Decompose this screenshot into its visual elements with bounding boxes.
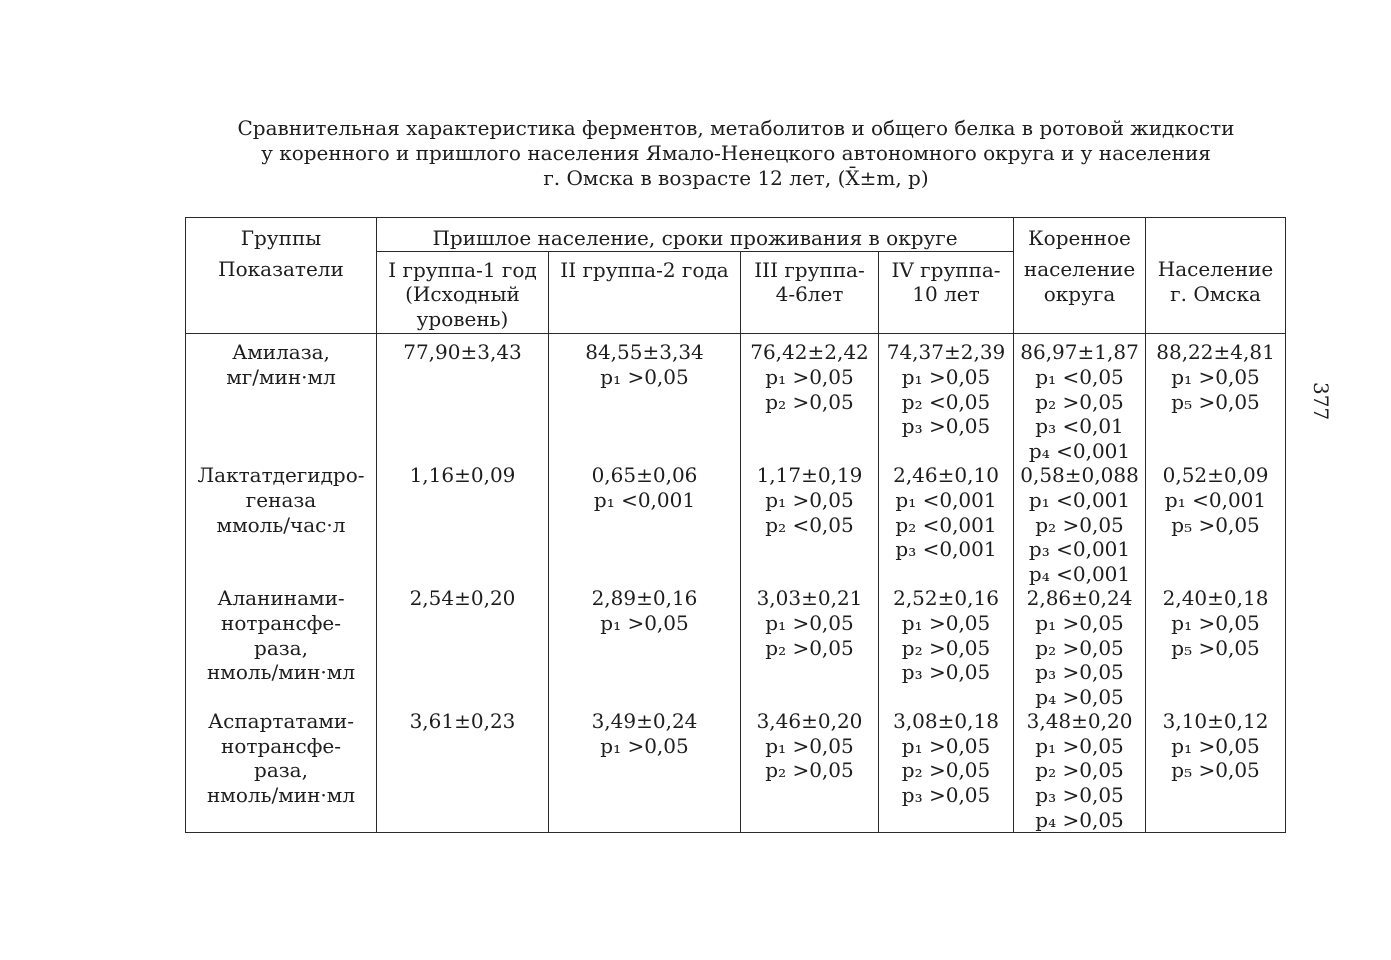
cell-value: 3,48±0,20 (1026, 709, 1133, 734)
cell-p-value: p₃ >0,05 (901, 660, 991, 685)
group1-label: I группа-1 год (388, 257, 537, 282)
data-table (185, 217, 1286, 833)
table-cell (879, 586, 1014, 709)
cell-p-value: p₁ >0,05 (1035, 733, 1124, 758)
cell-p-value: p₁ >0,05 (600, 364, 689, 389)
migrant-population-header (377, 218, 1014, 252)
cell-p-value: p₁ >0,05 (600, 610, 689, 635)
cell-p-value: p₂ >0,05 (765, 389, 854, 414)
cell-p-value: p₃ >0,05 (1035, 660, 1124, 685)
group2-header (549, 251, 741, 334)
cell-p-value: p₄ >0,05 (1035, 807, 1124, 832)
cell-p-value: p₁ <0,001 (593, 487, 696, 512)
table-cell (1014, 586, 1146, 709)
cell-p-value: p₁ >0,05 (901, 733, 991, 758)
cell-value: 3,46±0,20 (756, 709, 863, 734)
indigenous-top-label: Коренное (1028, 226, 1131, 250)
table-cell (879, 463, 1014, 586)
header-row-bottom (186, 251, 1286, 334)
table-cell (741, 334, 879, 463)
cell-p-value: p₃ >0,05 (901, 783, 991, 808)
cell-p-value: p₂ >0,05 (1035, 389, 1124, 414)
row-label-line: раза, (254, 758, 308, 783)
cell-p-value: p₁ >0,05 (901, 610, 991, 635)
table-cell (549, 709, 741, 832)
group3-label: III группа- (754, 257, 865, 282)
group4-label: IV группа- (891, 257, 1001, 282)
groups-label: Группы (240, 226, 322, 250)
cell-p-value: p₂ >0,05 (1035, 758, 1124, 783)
table-cell (377, 586, 549, 709)
cell-value: 0,52±0,09 (1162, 463, 1269, 488)
group3-header (741, 251, 879, 334)
cell-p-value: p₂ <0,05 (901, 389, 991, 414)
table-row (186, 463, 1286, 586)
cell-p-value: p₁ >0,05 (1171, 610, 1260, 635)
table-row (186, 709, 1286, 832)
cell-p-value: p₁ >0,05 (1171, 364, 1260, 389)
header-row-top (186, 218, 1286, 252)
table-caption (186, 116, 1286, 191)
cell-p-value: p₁ >0,05 (765, 364, 854, 389)
indigenous-header (1014, 251, 1146, 334)
group1-label: (Исходный (405, 282, 520, 307)
cell-p-value: p₁ <0,001 (1164, 487, 1267, 512)
caption-line: у коренного и пришлого населения Ямало-Ненецкого автономного округа и у населения (261, 141, 1211, 165)
table-cell (549, 463, 741, 586)
cell-value: 76,42±2,42 (750, 340, 869, 365)
cell-value: 3,10±0,12 (1162, 709, 1269, 734)
table-cell (1146, 463, 1286, 586)
cell-p-value: p₁ >0,05 (1171, 733, 1260, 758)
table-cell (549, 586, 741, 709)
cell-p-value: p₁ >0,05 (901, 364, 991, 389)
indicators-label: Показатели (218, 257, 344, 282)
cell-value: 2,86±0,24 (1026, 586, 1133, 611)
row-label-line: Амилаза, (232, 340, 330, 365)
cell-value: 2,54±0,20 (409, 586, 516, 611)
cell-p-value: p₂ >0,05 (1035, 512, 1124, 537)
cell-p-value: p₁ >0,05 (765, 487, 854, 512)
cell-value: 3,49±0,24 (591, 709, 698, 734)
table-cell (377, 463, 549, 586)
table-row (186, 586, 1286, 709)
omsk-label: Население (1157, 257, 1274, 282)
page-number: 377 (1309, 382, 1333, 421)
cell-value: 2,46±0,10 (893, 463, 999, 488)
cell-p-value: p₄ >0,05 (1035, 684, 1124, 709)
row-label-line: Аспартатами- (207, 709, 355, 734)
cell-p-value: p₁ <0,05 (1035, 364, 1124, 389)
cell-p-value: p₂ <0,001 (895, 512, 997, 537)
cell-p-value: p₁ >0,05 (1035, 610, 1124, 635)
cell-p-value: p₅ >0,05 (1171, 512, 1260, 537)
group1-header (377, 251, 549, 334)
cell-value: 2,52±0,16 (893, 586, 999, 611)
cell-p-value: p₂ >0,05 (765, 758, 854, 783)
group4-label: 10 лет (912, 282, 980, 307)
cell-value: 3,03±0,21 (756, 586, 863, 611)
cell-p-value: p₄ <0,001 (1028, 561, 1131, 586)
cell-value: 84,55±3,34 (585, 340, 704, 365)
cell-p-value: p₄ <0,001 (1028, 438, 1131, 463)
cell-value: 1,16±0,09 (409, 463, 516, 488)
cell-p-value: p₁ <0,001 (1028, 487, 1131, 512)
cell-p-value: p₃ >0,05 (1035, 783, 1124, 808)
cell-value: 0,65±0,06 (591, 463, 698, 488)
cell-p-value: p₁ >0,05 (765, 733, 854, 758)
row-label-line: Аланинами- (217, 586, 345, 611)
row-label (186, 586, 377, 709)
groups-header (186, 218, 377, 252)
cell-p-value: p₅ >0,05 (1171, 758, 1260, 783)
row-label-line: нотрансфе- (221, 733, 341, 758)
row-label-line: ммоль/час·л (216, 512, 346, 537)
omsk-header (1146, 251, 1286, 334)
cell-p-value: p₂ >0,05 (901, 758, 991, 783)
row-label-line: геназа (245, 487, 317, 512)
cell-p-value: p₁ >0,05 (600, 733, 689, 758)
table-cell (741, 586, 879, 709)
table-cell (549, 334, 741, 463)
cell-p-value: p₃ <0,001 (895, 537, 997, 562)
cell-value: 3,08±0,18 (893, 709, 999, 734)
indigenous-header-top (1014, 218, 1146, 252)
cell-p-value: p₂ >0,05 (1035, 635, 1124, 660)
row-label-line: мг/мин·мл (226, 364, 336, 389)
table-cell (1146, 709, 1286, 832)
cell-value: 0,58±0,088 (1020, 463, 1139, 488)
group4-header (879, 251, 1014, 334)
row-label (186, 709, 377, 832)
row-label-line: Лактатдегидро- (197, 463, 365, 488)
cell-p-value: p₃ <0,01 (1035, 414, 1124, 439)
cell-value: 3,61±0,23 (409, 709, 516, 734)
table-cell (741, 463, 879, 586)
cell-p-value: p₃ >0,05 (901, 414, 991, 439)
group1-label: уровень) (416, 306, 509, 331)
indigenous-label: население (1023, 257, 1136, 282)
cell-p-value: p₅ >0,05 (1171, 389, 1260, 414)
row-label-line: нмоль/мин·мл (206, 783, 356, 808)
cell-value: 77,90±3,43 (403, 340, 522, 365)
row-label-line: нмоль/мин·мл (206, 660, 356, 685)
cell-p-value: p₂ >0,05 (765, 635, 854, 660)
table-cell (879, 334, 1014, 463)
cell-p-value: p₂ >0,05 (901, 635, 991, 660)
cell-p-value: p₁ <0,001 (895, 487, 997, 512)
omsk-label: г. Омска (1170, 281, 1261, 306)
caption-line: г. Омска в возрасте 12 лет, (X̄±m, p) (543, 166, 929, 190)
row-label (186, 334, 377, 463)
cell-value: 74,37±2,39 (886, 340, 1006, 365)
migrant-span-label: Пришлое население, сроки проживания в округе (432, 226, 958, 250)
table-cell (1014, 334, 1146, 463)
cell-p-value: p₃ <0,001 (1028, 537, 1131, 562)
indicators-header (186, 251, 377, 334)
cell-p-value: p₅ >0,05 (1171, 635, 1260, 660)
table-row (186, 334, 1286, 463)
table-cell (1146, 586, 1286, 709)
indigenous-label: округа (1043, 281, 1116, 306)
table-cell (741, 709, 879, 832)
cell-value: 88,22±4,81 (1156, 340, 1275, 365)
omsk-header-top (1146, 218, 1286, 252)
row-label (186, 463, 377, 586)
row-label-line: раза, (254, 635, 308, 660)
group2-label: II группа-2 года (560, 257, 729, 282)
table-cell (1014, 463, 1146, 586)
cell-value: 2,89±0,16 (591, 586, 698, 611)
cell-value: 2,40±0,18 (1162, 586, 1269, 611)
cell-p-value: p₁ >0,05 (765, 610, 854, 635)
cell-p-value: p₂ <0,05 (765, 512, 854, 537)
caption-line: Сравнительная характеристика ферментов, метаболитов и общего белка в ротовой жидкости (237, 116, 1235, 140)
group3-label: 4-6лет (775, 282, 844, 307)
table-cell (1146, 334, 1286, 463)
table-cell (1014, 709, 1146, 832)
cell-value: 86,97±1,87 (1020, 340, 1139, 365)
table-cell (879, 709, 1014, 832)
row-label-line: нотрансфе- (221, 610, 341, 635)
table-cell (377, 334, 549, 463)
table-cell (377, 709, 549, 832)
cell-value: 1,17±0,19 (756, 463, 863, 488)
